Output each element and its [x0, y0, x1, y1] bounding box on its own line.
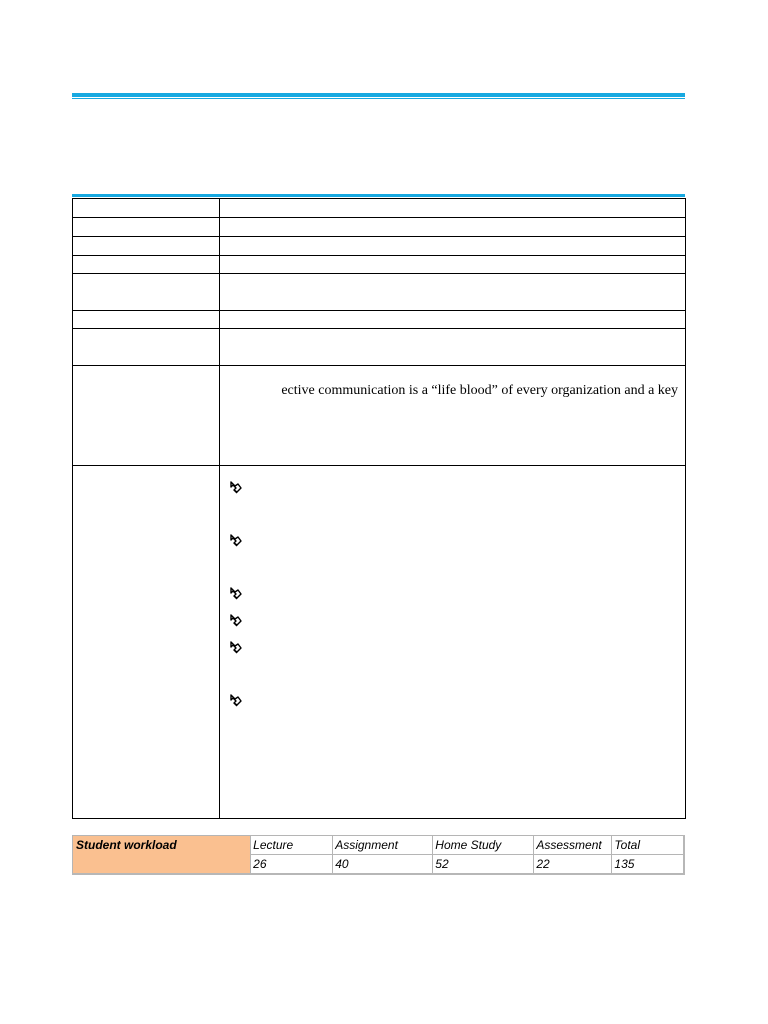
course-info-table	[72, 198, 686, 819]
pointing-hand-icon	[228, 480, 685, 496]
workload-header-total: Total	[612, 836, 684, 855]
label-cell	[73, 366, 220, 466]
student-workload-table	[72, 835, 685, 875]
header-rule	[72, 93, 685, 97]
section-rule	[72, 194, 685, 197]
value-cell	[220, 218, 686, 237]
objectives-list	[220, 466, 685, 709]
list-item	[228, 533, 685, 549]
workload-header-assignment: Assignment	[333, 836, 433, 855]
label-cell	[73, 256, 220, 274]
pointing-hand-icon	[228, 693, 685, 709]
workload-label: Student workload	[73, 836, 251, 875]
value-cell	[220, 256, 686, 274]
list-item	[228, 613, 685, 629]
table-row	[73, 199, 686, 218]
table-row	[73, 366, 686, 466]
list-item	[228, 693, 685, 709]
label-cell	[73, 466, 220, 819]
value-cell	[220, 311, 686, 329]
workload-value-assignment: 40	[333, 855, 433, 875]
table-row	[73, 311, 686, 329]
label-cell	[73, 329, 220, 366]
course-description-text: ective communication is a “life blood” of every organization and a key	[281, 383, 678, 398]
workload-value-lecture: 26	[251, 855, 333, 875]
course-description-cell	[220, 366, 686, 466]
list-item	[228, 640, 685, 656]
workload-value-total: 135	[612, 855, 684, 875]
table-row	[73, 274, 686, 311]
workload-header-lecture: Lecture	[251, 836, 333, 855]
label-cell	[73, 237, 220, 256]
pointing-hand-icon	[228, 586, 685, 602]
pointing-hand-icon	[228, 613, 685, 629]
label-cell	[73, 199, 220, 218]
objectives-cell	[220, 466, 686, 819]
workload-header-assessment: Assessment	[534, 836, 612, 855]
pointing-hand-icon	[228, 533, 685, 549]
table-row	[73, 466, 686, 819]
workload-header-row	[73, 836, 685, 855]
table-row	[73, 329, 686, 366]
value-cell	[220, 274, 686, 311]
table-row	[73, 237, 686, 256]
workload-value-home-study: 52	[433, 855, 534, 875]
list-item	[228, 586, 685, 602]
label-cell	[73, 218, 220, 237]
value-cell	[220, 199, 686, 218]
value-cell	[220, 237, 686, 256]
header-rule-thin	[72, 98, 685, 99]
pointing-hand-icon	[228, 640, 685, 656]
table-row	[73, 218, 686, 237]
workload-header-home-study: Home Study	[433, 836, 534, 855]
label-cell	[73, 274, 220, 311]
table-row	[73, 256, 686, 274]
label-cell	[73, 311, 220, 329]
value-cell	[220, 329, 686, 366]
workload-value-assessment: 22	[534, 855, 612, 875]
list-item	[228, 480, 685, 496]
